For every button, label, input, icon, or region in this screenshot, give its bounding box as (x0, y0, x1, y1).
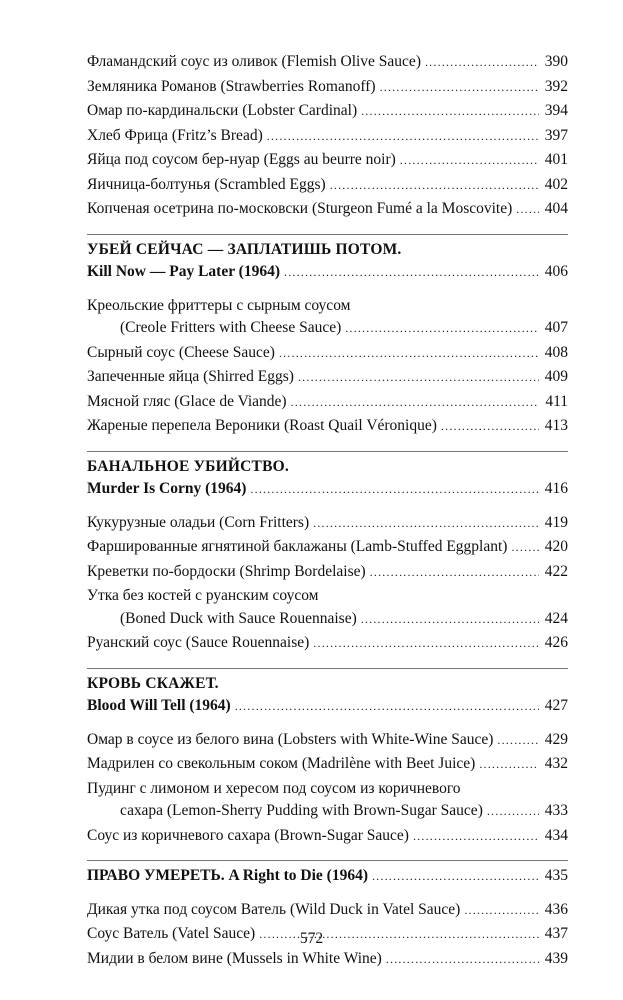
recipe-title-cont: сахара (Lemon-Sherry Pudding with Brown-Sugar Sauce) (120, 802, 483, 819)
section-title-line (87, 261, 568, 284)
recipe-line (87, 948, 568, 971)
section-rule (87, 451, 568, 452)
leader-dots (441, 415, 539, 438)
recipe-page: 407 (544, 319, 568, 336)
leader-dots (279, 342, 539, 365)
leader-dots (511, 536, 539, 559)
recipe-title-line1: Креольские фриттеры с сырным соусом (87, 296, 351, 314)
toc-section (87, 51, 568, 221)
recipe-entry (87, 125, 568, 148)
recipe-line (87, 415, 568, 438)
recipe-line (87, 76, 568, 99)
section-title-ru: УБЕЙ СЕЙЧАС — ЗАПЛАТИШЬ ПОТОМ. (87, 240, 402, 258)
recipe-title: Копченая осетрина по-московски (Sturgeon Fumé a la Moscovite) (87, 200, 513, 217)
recipe-line (87, 753, 568, 776)
leader-dots (497, 729, 539, 752)
recipe-title: Омар в соусе из белого вина (Lobsters with White-Wine Sauce) (87, 730, 494, 748)
section-gap (87, 223, 568, 234)
recipe-entry (87, 778, 568, 823)
leader-dots (345, 317, 539, 340)
recipe-entry (87, 174, 568, 197)
leader-dots (516, 198, 539, 221)
recipe-entry (87, 753, 568, 776)
recipe-title: Земляника Романов (Strawberries Romanoff) (87, 77, 376, 95)
recipe-page: 426 (544, 634, 568, 651)
section-page: 435 (544, 867, 568, 884)
recipe-entry (87, 899, 568, 922)
recipe-entry (87, 825, 568, 848)
recipe-line (87, 899, 568, 922)
recipe-title: Мадрилен со свекольным соком (Madrilène with Beet Juice) (87, 755, 476, 772)
recipe-entry (87, 391, 568, 414)
leader-dots (425, 51, 539, 74)
toc-section (87, 456, 568, 655)
leader-dots (250, 478, 539, 501)
recipe-title: Соус Ватель (Vatel Sauce) (87, 925, 256, 942)
section-title-en: Blood Will Tell (1964) (87, 697, 231, 714)
section-title-ru: БАНАЛЬНОЕ УБИЙСТВО. (87, 457, 289, 475)
leader-dots (313, 632, 539, 655)
recipe-page: 404 (544, 200, 568, 217)
header-gap (87, 718, 568, 729)
recipe-line (87, 198, 568, 221)
leader-dots (370, 561, 539, 584)
recipe-entry (87, 76, 568, 99)
section-rule (87, 860, 568, 861)
recipe-line (87, 536, 568, 559)
recipe-page: 420 (544, 538, 568, 555)
recipe-page: 408 (544, 343, 568, 361)
recipe-entry (87, 948, 568, 971)
section-header (87, 865, 568, 888)
recipe-page: 411 (545, 392, 568, 410)
toc-section (87, 673, 568, 848)
recipe-title-line2 (87, 317, 568, 340)
leader-dots (298, 366, 539, 389)
recipe-title-line2 (87, 608, 568, 631)
section-header (87, 673, 568, 718)
recipe-line (87, 100, 568, 123)
recipe-page: 432 (544, 755, 568, 772)
header-gap (87, 888, 568, 899)
recipe-entry (87, 51, 568, 74)
toc-section (87, 865, 568, 970)
recipe-page: 429 (544, 730, 568, 748)
recipe-page: 439 (544, 949, 568, 967)
leader-dots (361, 100, 539, 123)
leader-dots (267, 125, 539, 148)
leader-dots (400, 149, 539, 172)
recipe-title-line2 (87, 800, 568, 823)
recipe-page: 409 (544, 368, 568, 385)
recipe-page: 419 (544, 513, 568, 531)
recipe-title: Креветки по-бордоски (Shrimp Bordelaise) (87, 562, 366, 580)
recipe-line (87, 561, 568, 584)
section-rule (87, 234, 568, 235)
recipe-entry (87, 561, 568, 584)
leader-dots (386, 948, 539, 971)
recipe-line (87, 512, 568, 535)
recipe-title: Фаршированные ягнятиной баклажаны (Lamb-Stuffed Eggplant) (87, 538, 508, 555)
recipe-title: Запеченные яйца (Shirred Eggs) (87, 368, 294, 385)
section-title-ru: КРОВЬ СКАЖЕТ. (87, 674, 219, 692)
recipe-line (87, 729, 568, 752)
recipe-entry (87, 366, 568, 389)
recipe-title-cont: (Boned Duck with Sauce Rouennaise) (120, 609, 357, 627)
toc-section (87, 239, 568, 438)
leader-dots (330, 174, 539, 197)
leader-dots (284, 261, 539, 284)
recipe-line (87, 51, 568, 74)
table-of-contents (87, 51, 568, 972)
recipe-page: 394 (544, 102, 568, 119)
recipe-page: 401 (544, 151, 568, 168)
section-gap (87, 440, 568, 451)
leader-dots (479, 753, 539, 776)
recipe-line (87, 632, 568, 655)
recipe-title: Яичница-болтунья (Scrambled Eggs) (87, 175, 326, 193)
section-title-en: Murder Is Corny (1964) (87, 480, 247, 497)
section-header (87, 456, 568, 501)
recipe-title: Мясной гляс (Glace de Viande) (87, 392, 287, 410)
recipe-line (87, 391, 568, 414)
leader-dots (487, 800, 539, 823)
recipe-title: Яйца под соусом бер-нуар (Eggs au beurre noir) (87, 151, 396, 168)
header-gap (87, 284, 568, 295)
recipe-page: 437 (544, 925, 568, 942)
recipe-title: Руанский соус (Sauce Rouennaise) (87, 634, 310, 651)
leader-dots (413, 825, 539, 848)
leader-dots (380, 76, 539, 99)
section-rule (87, 668, 568, 669)
recipe-title: Омар по-кардинальски (Lobster Cardinal) (87, 102, 358, 119)
section-title-en: Kill Now — Pay Later (1964) (87, 263, 281, 280)
leader-dots (291, 391, 539, 414)
recipe-page: 436 (544, 900, 568, 918)
section-gap (87, 849, 568, 860)
section-title-en: ПРАВО УМЕРЕТЬ. A Right to Die (1964) (87, 867, 368, 884)
recipe-line (87, 125, 568, 148)
section-title-line (87, 478, 568, 501)
recipe-line (87, 366, 568, 389)
page-number: 572 (299, 930, 324, 947)
recipe-entry (87, 632, 568, 655)
section-title-line (87, 865, 568, 888)
recipe-entry (87, 415, 568, 438)
leader-dots (235, 695, 539, 718)
recipe-entry (87, 149, 568, 172)
recipe-title-cont: (Creole Fritters with Cheese Sauce) (120, 319, 342, 336)
recipe-title: Хлеб Фрица (Fritz’s Bread) (87, 126, 263, 144)
recipe-title: Кукурузные оладьи (Corn Fritters) (87, 513, 310, 531)
recipe-line (87, 149, 568, 172)
recipe-entry (87, 585, 568, 630)
recipe-entry (87, 342, 568, 365)
recipe-page: 397 (544, 126, 568, 144)
recipe-title: Фламандский соус из оливок (Flemish Olive Sauce) (87, 53, 421, 70)
recipe-entry (87, 198, 568, 221)
recipe-page: 413 (544, 417, 568, 434)
leader-dots (361, 608, 539, 631)
recipe-page: 424 (544, 609, 568, 627)
recipe-entry (87, 729, 568, 752)
recipe-title: Соус из коричневого сахара (Brown-Sugar Sauce) (87, 826, 409, 844)
recipe-title: Мидии в белом вине (Mussels in White Wine) (87, 949, 382, 967)
recipe-entry (87, 295, 568, 340)
recipe-entry (87, 100, 568, 123)
leader-dots (372, 865, 539, 888)
section-page: 406 (544, 263, 568, 280)
section-title-line (87, 695, 568, 718)
recipe-title-line1: Пудинг с лимоном и хересом под соусом из коричневого (87, 779, 461, 797)
recipe-page: 434 (544, 826, 568, 844)
recipe-page: 402 (544, 175, 568, 193)
recipe-page: 422 (544, 562, 568, 580)
section-header (87, 239, 568, 284)
recipe-title-line1: Утка без костей с руанским соусом (87, 587, 319, 604)
recipe-page: 390 (544, 53, 568, 70)
leader-dots (464, 899, 539, 922)
recipe-title: Сырный соус (Cheese Sauce) (87, 343, 275, 361)
recipe-entry (87, 536, 568, 559)
recipe-line (87, 825, 568, 848)
section-gap (87, 657, 568, 668)
header-gap (87, 501, 568, 512)
recipe-page: 392 (544, 77, 568, 95)
section-page: 427 (544, 697, 568, 714)
recipe-line (87, 174, 568, 197)
recipe-line (87, 342, 568, 365)
recipe-title: Жареные перепела Вероники (Roast Quail Véronique) (87, 417, 437, 434)
recipe-page: 433 (544, 802, 568, 819)
section-page: 416 (544, 480, 568, 497)
recipe-entry (87, 512, 568, 535)
leader-dots (313, 512, 539, 535)
recipe-title: Дикая утка под соусом Ватель (Wild Duck in Vatel Sauce) (87, 900, 461, 918)
